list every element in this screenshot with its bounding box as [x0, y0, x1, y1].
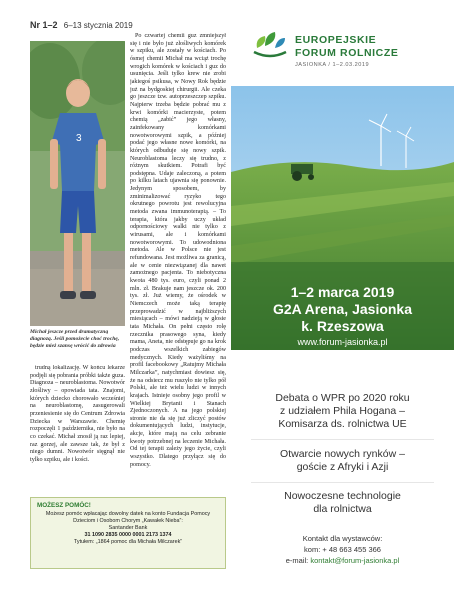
- contact-email-label: e-mail:: [285, 556, 309, 565]
- issue-header: [30, 20, 133, 30]
- event-banner: [231, 86, 454, 350]
- svg-text:3: 3: [76, 133, 82, 144]
- topic-2-line-1: Otwarcie nowych rynków –: [280, 448, 405, 460]
- topic-3-line-1: Nowoczesne technologie: [284, 490, 401, 502]
- topic-2-line-2: goście z Afryki i Azji: [296, 461, 389, 473]
- topic-1-line-2: z udziałem Phila Hogana –: [280, 405, 405, 417]
- donation-box: [30, 497, 226, 569]
- contact-title: Kontakt dla wystawców:: [302, 534, 383, 543]
- topic-1-line-3: Komisarza ds. rolnictwa UE: [278, 418, 407, 430]
- donation-transfer-title: Tytułem: „1864 pomoc dla Michała Milczarek”: [73, 539, 183, 545]
- photo-caption: Michał jeszcze przed dramatyczną diagnozą. Jeśli pomożecie choć trochę, będzie mież szansę wrócić do zdrowia: [30, 329, 120, 350]
- article-text-2: Po czwartej chemii guz zmniejszył się i nie było już złośliwych komórek w szpiku, ale zostały w kościach. Po ósmej chemii Michał ma wciąż trochę wrogich komórek w kościach i guz do usunięcia. Jeśli tylko krew nie zrobi jakiegoś psikusa, w Nowy Rok będzie już na bydgoskiej chirurgii. Ale czeka go jeszcze tzw. autoprzeszczep szpiku. Najpierw trzeba będzie pobrać mu z krwi komórki macierzyste, potem chemią „zabić” jego własny, zainfekowany komórkami nowotworowymi szpik, a później podać jego własne nowe komórki, na których odbuduje się nowy szpik. Neuroblastoma leczy się trudno, z różnym skutkiem. Potrafi być podstępna. Udaje zaleczoną, a potem po kilku latach ujawnia się ponownie. Jedynym sposobem, by zminimalizować ryzyko tego okrutnego powrotu jest rewolucyjna metoda zwana immunoterapią. – To terapia, która jakby uczy układ odpornościowy walki nie tylko z wirusami, ale i komórkami nowotworowymi. To udowodniona metoda. Ale w Polsce nie jest refundowana. Jest możliwa za granicą, ale w cenie niezwiązanej dla nawet zamożnego pacjenta. To niebotyczna kwota 480 tys. euro, czyli ponad 2 mln. zł. Brakuje nam jeszcze ok. 200 tys. zł. Już wiemy, że ośrodek w Niemczech może taką terapię przeprowadzić w najbliższych miesiącach – mówi nadzieją w głosie tata Michała. On pełni często rolę rzecznika prasowego syna, kiedy mama, Aneta, nie odstępuje go na krok podczas wszelkich zabiegów medycznych. Kiedy ważyliśmy na profil facebookowy „Ratujmy Michała Milczarka”, natychmiast dowiesz się, że na odsiecz mu ruszyło nie tylko pół Polski, ale też wielu ludzi w innych krajach. Istnieje osobny jego profil w Wielkiej Brytanii i Stanach Zjednoczonych. A na jego polskiej stronie nie da się już zliczyć postów dokumentujących ludzi, instytucje, akcje, które mają na celu zebranie kwoty potrzebnej na leczenie Michała. Od tej terapii zależy jego życie, czyli wszystko. Dlatego przyłącz się do pomocy.: [130, 33, 226, 468]
- donation-account: 31 1090 2835 0000 0001 2173 1374: [84, 532, 172, 538]
- donation-description: Możesz pomóc wpłacając dowolny datek na konto Fundacja Pomocy Dzieciom i Osobom Chorym „Kawałek Nieba”:: [45, 511, 211, 524]
- topic-divider: [251, 439, 434, 440]
- donation-bank: Santander Bank: [108, 525, 148, 531]
- topic-1-line-1: Debata o WPR po 2020 roku: [275, 392, 410, 404]
- banner-location: k. Rzeszowa: [301, 318, 384, 334]
- boy-photo-illustration: [30, 41, 125, 326]
- brand-line-2: FORUM ROLNICZE: [295, 47, 399, 59]
- topic-3-line-2: dla rolnictwa: [313, 503, 372, 515]
- banner-venue: G2A Arena, Jasionka: [272, 301, 413, 317]
- issue-number: Nr 1–2: [30, 20, 58, 30]
- forum-advertisement: [231, 20, 454, 600]
- contact-email-link[interactable]: kontakt@forum-jasionka.pl: [310, 556, 400, 565]
- banner-website-link[interactable]: www.forum-jasionka.pl: [297, 337, 388, 347]
- banner-dates: 1–2 marca 2019: [290, 284, 395, 300]
- donation-title: MOŻESZ POMÓC!: [37, 502, 91, 509]
- brand-line-1: EUROPEJSKIE: [295, 34, 377, 46]
- article-text-1: trudną lokalizację. W końcu lekarze podjęli się pobrania próbki także guza. Diagnoza – neuroblastoma. Nowotwór złośliwy – opowiada tata. Znajomi, których dziecko chorowało wcześniej na neuroblastomę, zasugerowali przeniesienie się do Centrum Zdrowia Dziecka w Warszawie. Chemię rozpoczęli 1 października, nie było na co czekać. Michał znosił ją raz lepiej, raz gorzej, ale zawsze tak, że był z niego dumni. Nowotwór sięgnął nie tylko szpiku, ale i kości.: [30, 365, 125, 463]
- article-column-1: [30, 365, 125, 485]
- issue-date: 6–13 stycznia 2019: [63, 21, 133, 30]
- brand-line-3: JASIONKA / 1–2.03.2019: [295, 62, 370, 68]
- boy-photo: [30, 41, 125, 326]
- contact-phone: kom: + 48 663 455 366: [304, 545, 381, 554]
- contact-email: [231, 556, 454, 565]
- forum-leaf-logo-icon: [251, 30, 289, 60]
- topic-divider: [251, 482, 434, 483]
